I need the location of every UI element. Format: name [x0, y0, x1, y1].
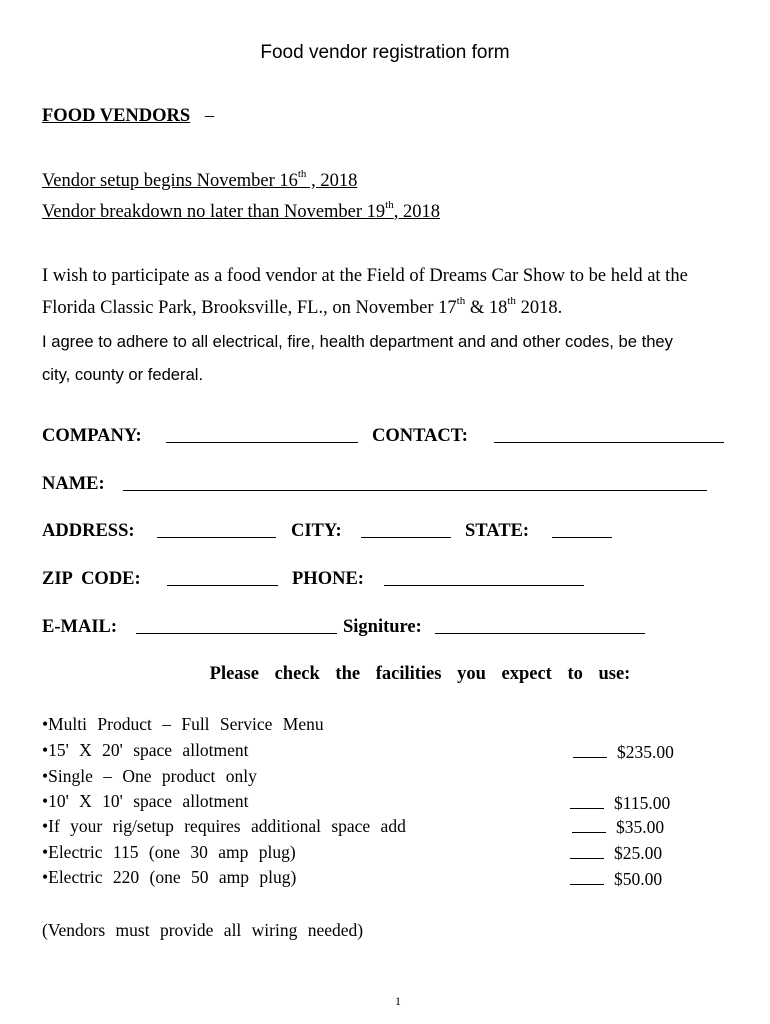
facility-label-3: •Single – One product only [42, 766, 257, 786]
facility-row-7-price-group [570, 869, 662, 890]
city-field[interactable] [361, 523, 451, 538]
breakdown-date-line [42, 198, 440, 223]
agree-line-2: city, county or federal. [42, 365, 204, 384]
participate-text: Florida Classic Park, Brooksville, FL., on November 17 [42, 298, 457, 318]
phone-field[interactable] [384, 571, 584, 586]
state-label: STATE: [465, 521, 530, 541]
form-title: Food vendor registration form [260, 42, 510, 63]
company-field[interactable] [166, 428, 358, 443]
signature-label: Signiture: [343, 617, 422, 637]
participate-line-2 [42, 294, 563, 319]
agree-line-1: I agree to adhere to all electrical, fire, health department and and other codes, be they [42, 332, 673, 351]
name-label: NAME: [42, 474, 105, 494]
zip-field[interactable] [167, 571, 278, 586]
facility-label-4: •10' X 10' space allotment [42, 791, 249, 811]
address-label: ADDRESS: [42, 521, 135, 541]
facility-checkbox-6[interactable] [570, 844, 604, 859]
city-label: CITY: [291, 521, 342, 541]
name-field[interactable] [123, 476, 707, 491]
breakdown-sup: th [385, 198, 394, 211]
wiring-footnote: (Vendors must provide all wiring needed) [42, 920, 364, 940]
breakdown-year: , 2018 [393, 202, 440, 222]
facility-price-5: $35.00 [616, 817, 665, 837]
setup-sup: th [297, 167, 307, 180]
facility-checkbox-5[interactable] [572, 818, 606, 833]
facility-checkbox-4[interactable] [570, 794, 604, 809]
facility-row-2-price-group [573, 742, 674, 763]
zip-label: ZIP CODE: [42, 569, 141, 589]
participate-line-1: I wish to participate as a food vendor at the Field of Dreams Car Show to be held at the [42, 266, 688, 286]
participate-sup-2: th [507, 294, 516, 307]
page-number: 1 [395, 994, 401, 1008]
contact-field[interactable] [494, 428, 724, 443]
contact-label: CONTACT: [372, 426, 468, 446]
facility-price-6: $25.00 [614, 843, 663, 863]
setup-text: Vendor setup begins November 16 [42, 171, 298, 191]
facility-label-6: •Electric 115 (one 30 amp plug) [42, 842, 296, 862]
food-vendors-heading: FOOD VENDORS [42, 106, 191, 126]
facility-price-7: $50.00 [614, 869, 663, 889]
facility-label-7: •Electric 220 (one 50 amp plug) [42, 867, 297, 887]
participate-sup-1: th [456, 294, 466, 307]
address-field[interactable] [157, 523, 276, 538]
facility-label-2: •15' X 20' space allotment [42, 740, 249, 760]
signature-field[interactable] [435, 619, 645, 634]
setup-date-line [42, 167, 358, 192]
facility-price-4: $115.00 [614, 793, 671, 813]
email-field[interactable] [136, 619, 337, 634]
facility-label-5: •If your rig/setup requires additional space add [42, 816, 406, 836]
state-field[interactable] [552, 523, 612, 538]
heading-dash: – [204, 106, 215, 126]
facility-checkbox-2[interactable] [573, 743, 607, 758]
facility-price-2: $235.00 [617, 742, 674, 762]
facility-row-4-price-group [570, 793, 670, 814]
facility-checkbox-7[interactable] [570, 870, 604, 885]
setup-year: , 2018 [306, 171, 358, 191]
facility-row-5-price-group [572, 817, 664, 838]
facility-label-1: •Multi Product – Full Service Menu [42, 714, 324, 734]
participate-year: 2018. [515, 298, 563, 318]
facilities-heading: Please check the facilities you expect to use: [209, 664, 631, 684]
facility-row-6-price-group [570, 843, 662, 864]
phone-label: PHONE: [292, 569, 364, 589]
email-label: E-MAIL: [42, 617, 118, 637]
participate-mid: & 18 [465, 298, 508, 318]
breakdown-text: Vendor breakdown no later than November 19 [42, 202, 386, 222]
section-heading [42, 106, 214, 127]
company-label: COMPANY: [42, 426, 142, 446]
